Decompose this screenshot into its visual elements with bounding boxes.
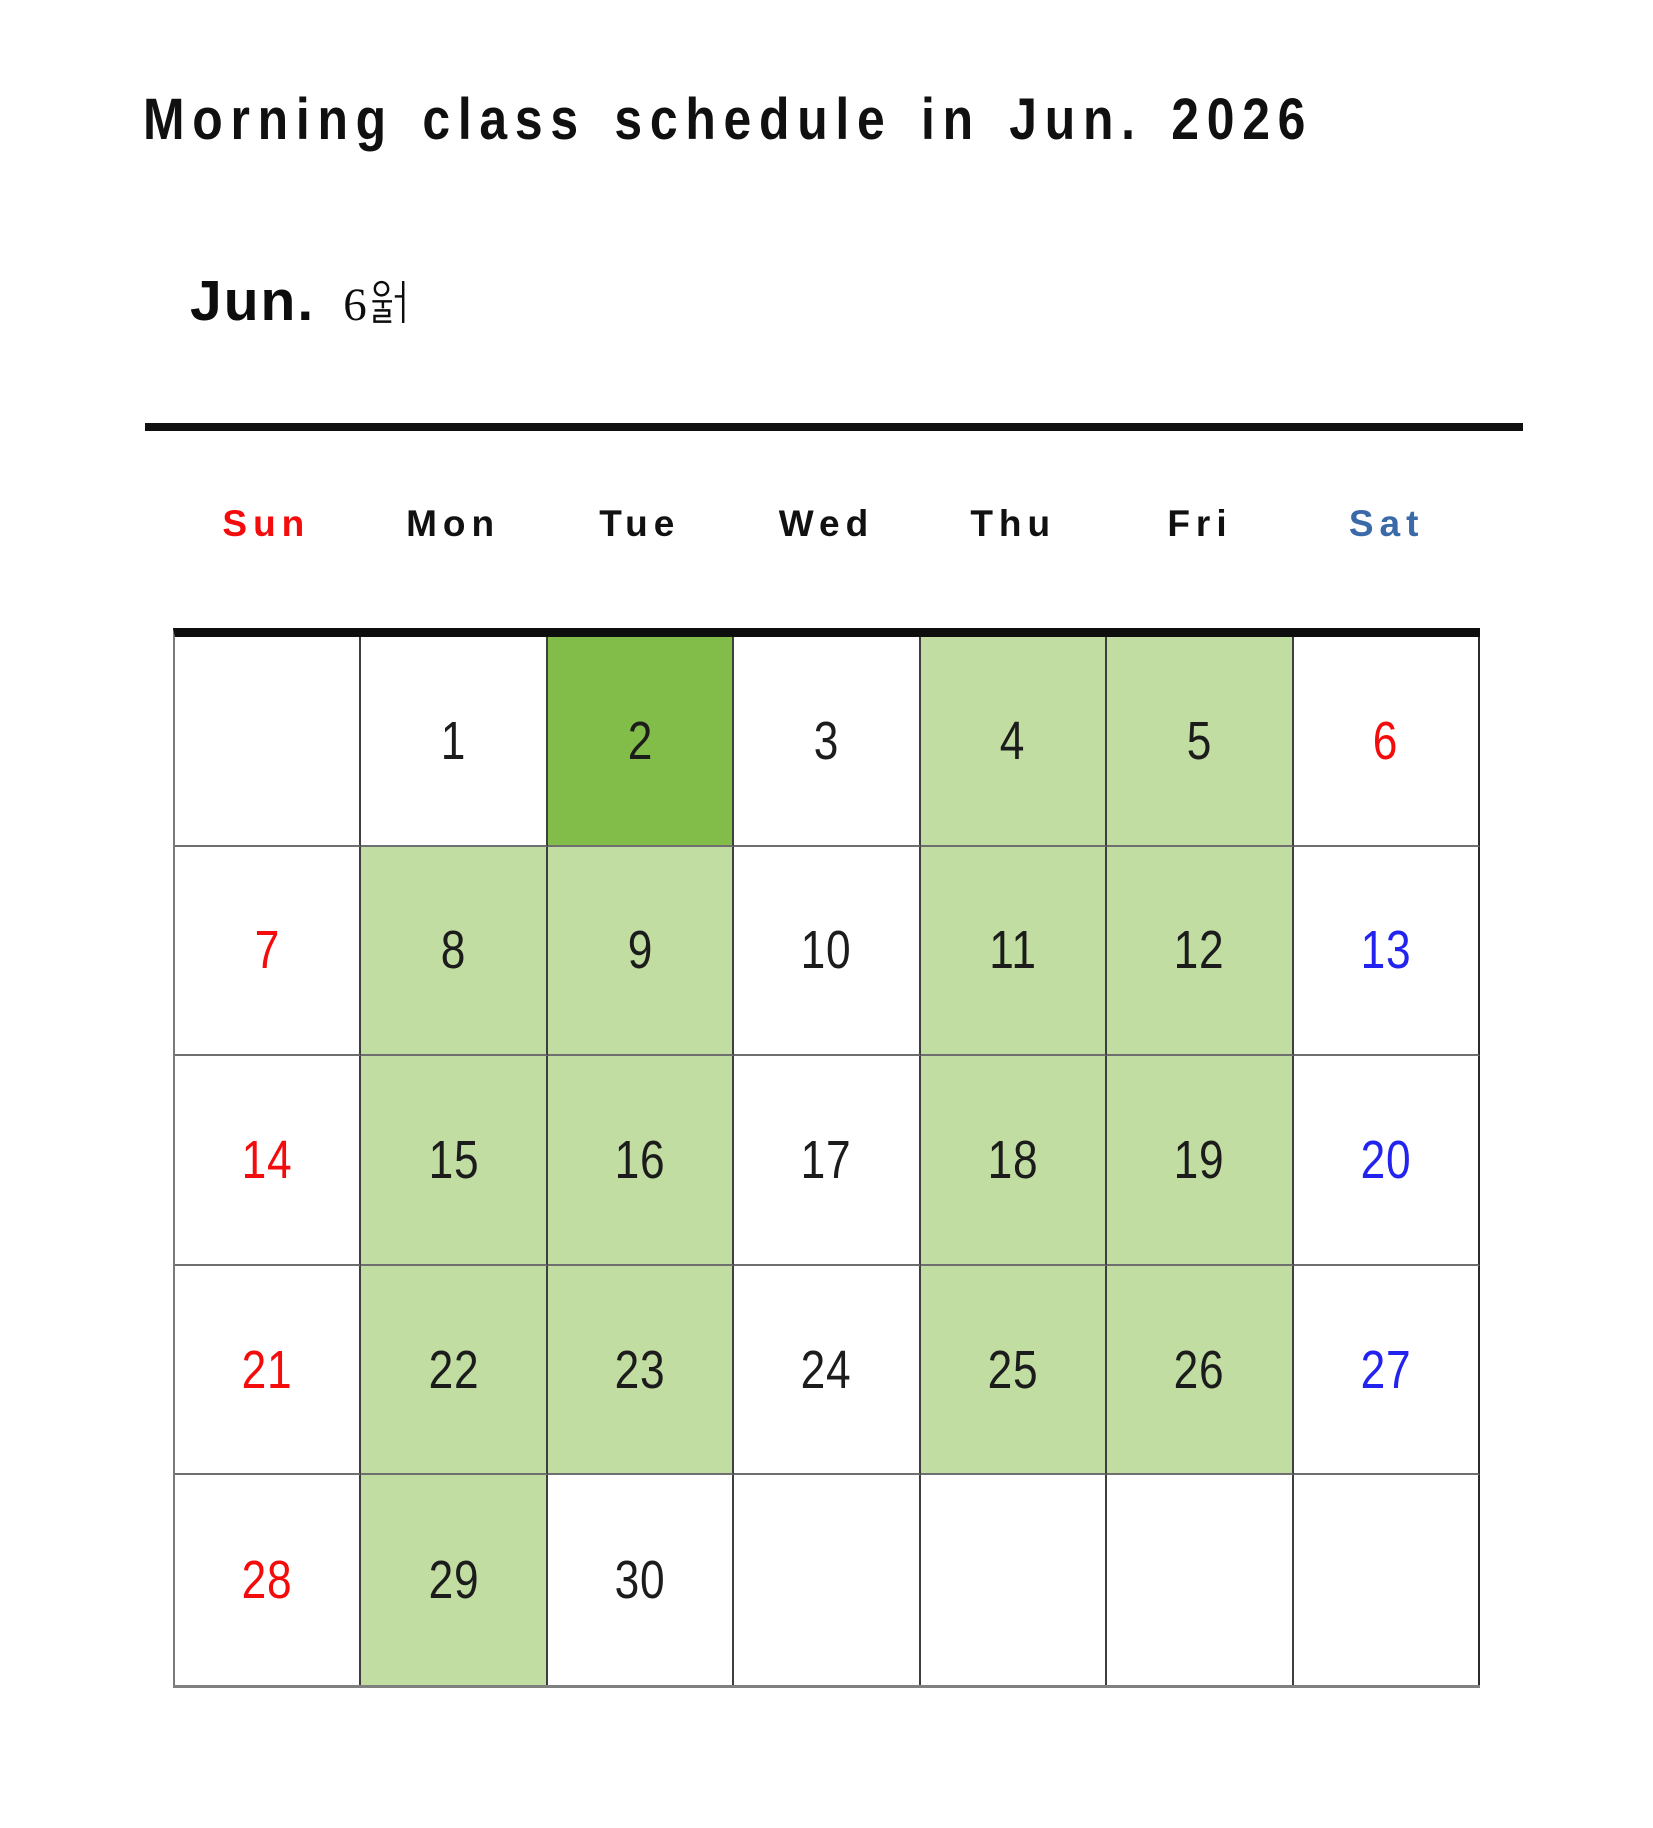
day-number: 15 (428, 1129, 480, 1190)
calendar-day-cell (1107, 1475, 1293, 1685)
calendar-day-cell (734, 1266, 920, 1476)
day-number: 24 (801, 1339, 852, 1400)
day-number: 2 (627, 710, 653, 771)
weekday-header-cell: Mon (406, 503, 501, 544)
weekday-header-cell: Thu (970, 503, 1057, 544)
day-number: 19 (1173, 1129, 1225, 1190)
day-number: 20 (1360, 1129, 1412, 1190)
calendar-day-cell (548, 847, 734, 1057)
calendar-day-cell (548, 1056, 734, 1266)
day-number: 12 (1173, 920, 1225, 981)
calendar-day-cell (1107, 1056, 1293, 1266)
day-number: 22 (428, 1339, 480, 1400)
calendar-day-cell (361, 847, 547, 1057)
calendar-day-cell (921, 1266, 1107, 1476)
calendar-day-cell (175, 847, 361, 1057)
calendar-day-cell (734, 1475, 920, 1685)
day-number: 29 (428, 1550, 480, 1611)
calendar-day-cell (548, 637, 734, 847)
calendar-day-cell (921, 1475, 1107, 1685)
month-name-english: Jun. (190, 269, 316, 333)
day-number: 26 (1173, 1339, 1225, 1400)
calendar-day-cell (734, 847, 920, 1057)
page-title: Morning class schedule in Jun. 2026 (143, 87, 1314, 152)
calendar-day-cell (1294, 847, 1480, 1057)
day-number: 18 (987, 1129, 1039, 1190)
weekday-header-cell: Fri (1167, 503, 1233, 544)
weekday-header-cell: Tue (599, 503, 681, 544)
calendar-day-cell (548, 1475, 734, 1685)
day-number: 8 (440, 920, 467, 981)
calendar-day-cell (361, 1266, 547, 1476)
calendar-day-cell (1294, 1056, 1480, 1266)
calendar-day-cell (361, 637, 547, 847)
day-number: 3 (813, 710, 840, 771)
hangul-wol-glyph-icon (371, 279, 413, 337)
day-number: 6 (1373, 710, 1399, 771)
day-number: 7 (254, 920, 280, 981)
weekday-header-cell: Sun (222, 503, 311, 544)
day-number: 11 (989, 920, 1037, 981)
month-number-korean: 6 (343, 279, 367, 331)
calendar-day-cell (734, 637, 920, 847)
day-number: 1 (440, 710, 467, 771)
calendar-day-cell (548, 1266, 734, 1476)
weekday-header-cell: Sat (1348, 503, 1425, 544)
calendar-day-cell (921, 1056, 1107, 1266)
calendar-day-cell (1294, 637, 1480, 847)
day-number: 16 (614, 1129, 666, 1190)
calendar-day-cell (175, 1475, 361, 1685)
month-name-korean (343, 274, 413, 332)
calendar-day-cell (175, 1056, 361, 1266)
day-number: 17 (801, 1129, 852, 1190)
calendar-day-cell (921, 637, 1107, 847)
day-number: 5 (1186, 710, 1213, 771)
day-number: 23 (614, 1339, 666, 1400)
day-number: 4 (1000, 710, 1026, 771)
day-number: 21 (241, 1339, 293, 1400)
calendar-day-cell (734, 1056, 920, 1266)
day-number: 10 (801, 920, 852, 981)
calendar-day-cell (361, 1056, 547, 1266)
calendar-day-cell (175, 637, 361, 847)
calendar-grid (173, 628, 1480, 1688)
weekday-header-row (173, 498, 1480, 550)
day-number: 28 (241, 1550, 293, 1611)
calendar-day-cell (921, 847, 1107, 1057)
weekday-header-cell: Wed (778, 503, 875, 544)
month-subtitle (190, 268, 413, 334)
calendar-day-cell (1294, 1475, 1480, 1685)
day-number: 14 (241, 1129, 293, 1190)
calendar-day-cell (1107, 1266, 1293, 1476)
day-number: 27 (1360, 1339, 1412, 1400)
calendar-day-cell (1294, 1266, 1480, 1476)
day-number: 13 (1360, 920, 1412, 981)
calendar-day-cell (1107, 847, 1293, 1057)
day-number: 25 (987, 1339, 1039, 1400)
day-number: 30 (614, 1550, 666, 1611)
header-divider-line (145, 423, 1523, 431)
calendar-day-cell (361, 1475, 547, 1685)
day-number: 9 (627, 920, 653, 981)
calendar-day-cell (1107, 637, 1293, 847)
calendar-day-cell (175, 1266, 361, 1476)
